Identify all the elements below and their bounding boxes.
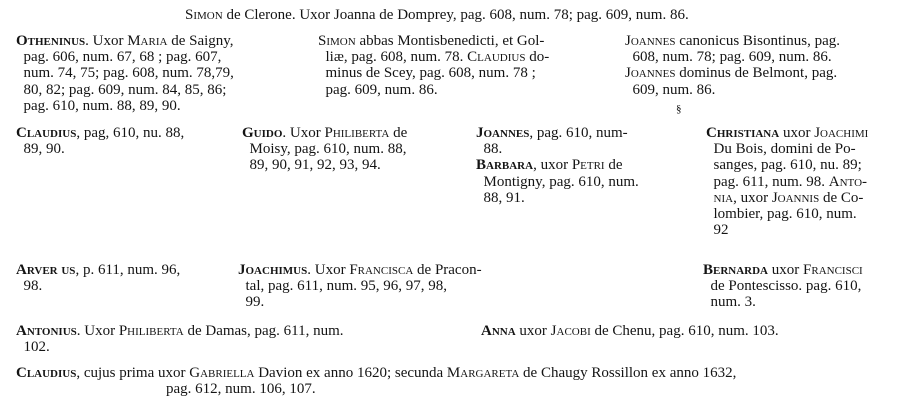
entry-text: pag. 612, num. 106, 107. — [16, 381, 316, 398]
person-name: Petri — [571, 157, 605, 174]
entry-text: num. 3. — [703, 294, 756, 311]
entry-otheninus — [16, 33, 306, 114]
entry-line — [242, 125, 467, 141]
entry-line — [476, 141, 691, 157]
person-name: Joannes — [476, 125, 530, 141]
person-name: Simon — [318, 33, 356, 49]
entry-text: de Chenu, pag. 610, num. 103. — [590, 323, 779, 339]
person-name: Claudius — [16, 365, 77, 381]
entry-line — [706, 206, 916, 222]
person-name: Philiberta — [118, 323, 184, 339]
entry-line — [16, 141, 236, 157]
entry-line — [242, 157, 467, 173]
entry-line — [185, 7, 905, 23]
entry-text: . Uxor — [307, 262, 350, 278]
entry-text: liæ, pag. 608, num. 78. — [318, 49, 468, 66]
entry-line — [16, 125, 236, 141]
entry-text: dominus de Belmont, pag. — [675, 65, 838, 82]
entry-text: minus de Scey, pag. 608, num. 78 ; — [318, 65, 536, 82]
entry-line — [706, 157, 916, 173]
entry-text: , uxor — [733, 189, 772, 206]
entry-simon-de-clerone — [185, 7, 905, 23]
entry-line — [16, 82, 306, 98]
entry-line — [625, 49, 915, 65]
entry-line — [703, 262, 918, 278]
entry-text: de Clerone. Uxor Joanna de Domprey, pag. 608, num. 78; pag. 609, num. 86. — [222, 7, 689, 23]
entry-text: do- — [525, 49, 550, 66]
entry-text: de — [604, 157, 623, 174]
entry-line — [16, 65, 306, 81]
entry-text: 88, 91. — [476, 189, 525, 206]
entry-line — [318, 65, 618, 81]
entry-line — [706, 125, 916, 141]
entry-anna — [481, 323, 911, 339]
person-name: Francisci — [803, 262, 863, 278]
entry-line — [703, 278, 918, 294]
entry-line — [625, 65, 915, 81]
entry-line — [476, 157, 691, 173]
entry-text: 80, 82; pag. 609, num. 84, 85, 86; — [16, 81, 227, 98]
person-name: Arver us — [16, 262, 76, 278]
person-name: Maria — [127, 33, 168, 49]
entry-text: canonicus Bisontinus, pag. — [675, 33, 841, 49]
entry-line — [16, 98, 306, 114]
entry-line — [238, 262, 538, 278]
entry-joannes-canonicus — [625, 33, 915, 98]
entry-line — [16, 278, 231, 294]
person-name: Margareta — [446, 365, 520, 381]
entry-line — [706, 174, 916, 190]
entry-text: 102. — [16, 339, 50, 356]
entry-text: Montigny, pag. 610, num. — [476, 173, 639, 190]
entry-guido — [242, 125, 467, 174]
entry-text: num. 74, 75; pag. 608, num. 78,79, — [16, 65, 234, 82]
person-name: Philiberta — [324, 125, 390, 141]
entry-text: de Chaugy Rossillon ex anno 1632, — [519, 365, 737, 381]
entry-claudius-final — [16, 365, 916, 397]
entry-line — [16, 339, 476, 355]
person-name: Joannes — [625, 65, 676, 82]
person-name: nia — [706, 189, 734, 206]
entry-text: , uxor — [533, 157, 572, 174]
entry-text: 98. — [16, 278, 43, 295]
entry-text: uxor — [768, 262, 804, 278]
entry-text: . Uxor — [282, 125, 325, 141]
entry-simon-abbas — [318, 33, 618, 98]
entry-line — [706, 141, 916, 157]
person-name: Jacobi — [550, 323, 591, 339]
entry-line — [16, 365, 916, 381]
entry-text: 99. — [238, 294, 265, 311]
person-name: Christiana — [706, 125, 780, 141]
entry-line — [476, 125, 691, 141]
entry-line — [16, 323, 476, 339]
person-name: Joachimi — [814, 125, 869, 141]
person-name: Guido — [242, 125, 283, 141]
entry-text: de Pontescisso. pag. 610, — [703, 278, 862, 295]
entry-text: Davion ex anno 1620; secunda — [254, 365, 447, 381]
entry-text: , cujus prima uxor — [76, 365, 190, 381]
person-name: Francisca — [349, 262, 414, 278]
entry-text: sanges, pag. 610, nu. 89; — [706, 157, 862, 174]
person-name: Anna — [481, 323, 516, 339]
entry-text: pag. 606, num. 67, 68 ; pag. 607, — [16, 49, 222, 66]
entry-line — [318, 49, 618, 65]
entry-line — [318, 82, 618, 98]
person-name: Otheninus — [16, 33, 86, 49]
entry-line — [476, 174, 691, 190]
entry-line — [706, 190, 916, 206]
entry-text: 608, num. 78; pag. 609, num. 86. — [625, 49, 832, 66]
entry-text: , pag. 610, num- — [529, 125, 628, 141]
person-name: Joannis — [771, 189, 820, 206]
person-name: Gabriella — [189, 365, 255, 381]
entry-text: , p. 611, num. 96, — [75, 262, 181, 278]
entry-text: de Saigny, — [167, 33, 234, 49]
entry-line — [238, 278, 538, 294]
entry-bernarda — [703, 262, 918, 311]
person-name: Joachimus — [238, 262, 308, 278]
entry-text: 89, 90. — [16, 141, 65, 158]
entry-line — [625, 33, 915, 49]
person-name: Barbara — [476, 157, 534, 174]
entry-text: 88. — [476, 141, 503, 158]
entry-text: lombier, pag. 610, num. — [706, 206, 857, 223]
entry-text: de Pracon- — [413, 262, 482, 278]
entry-christiana — [706, 125, 916, 238]
entry-joannes-barbara — [476, 125, 691, 206]
entry-line — [318, 33, 618, 49]
entry-arverus — [16, 262, 231, 294]
entry-claudius-610 — [16, 125, 236, 157]
entry-antonius — [16, 323, 476, 355]
person-name: Anto- — [828, 173, 868, 190]
entry-line — [706, 222, 916, 238]
person-name: Antonius — [16, 323, 77, 339]
person-name: Claudius — [467, 49, 526, 66]
entry-text: abbas Montisbenedicti, et Gol- — [355, 33, 545, 49]
entry-line — [625, 82, 915, 98]
entry-text: Du Bois, domini de Po- — [706, 141, 856, 158]
entry-text: Moisy, pag. 610, num. 88, — [242, 141, 407, 158]
entry-text: pag. 609, num. 86. — [318, 81, 438, 98]
entry-line — [16, 33, 306, 49]
person-name: Bernarda — [703, 262, 769, 278]
entry-text: tal, pag. 611, num. 95, 96, 97, 98, — [238, 278, 448, 295]
entry-joachimus — [238, 262, 538, 311]
entry-text: 89, 90, 91, 92, 93, 94. — [242, 157, 381, 174]
entry-line — [242, 141, 467, 157]
entry-text: . Uxor — [85, 33, 128, 49]
entry-line — [16, 262, 231, 278]
entry-line — [476, 190, 691, 206]
entry-line — [481, 323, 911, 339]
entry-text: de Co- — [819, 189, 864, 206]
entry-line — [16, 381, 916, 397]
entry-text: de — [389, 125, 408, 141]
entry-line — [16, 49, 306, 65]
entry-text: 92 — [706, 222, 729, 239]
person-name: Simon — [185, 7, 223, 23]
section-mark: § — [676, 103, 682, 115]
entry-text: uxor — [779, 125, 815, 141]
entry-line — [703, 294, 918, 310]
person-name: Joannes — [625, 33, 676, 49]
entry-text: de Damas, pag. 611, num. — [183, 323, 344, 339]
entry-text: 609, num. 86. — [625, 81, 716, 98]
entry-text: , pag, 610, nu. 88, — [76, 125, 185, 141]
entry-text: pag. 610, num. 88, 89, 90. — [16, 97, 181, 114]
person-name: Claudius — [16, 125, 77, 141]
entry-text: . Uxor — [76, 323, 119, 339]
entry-text: pag. 611, num. 98. — [706, 173, 829, 190]
entry-text: uxor — [515, 323, 551, 339]
entry-line — [238, 294, 538, 310]
